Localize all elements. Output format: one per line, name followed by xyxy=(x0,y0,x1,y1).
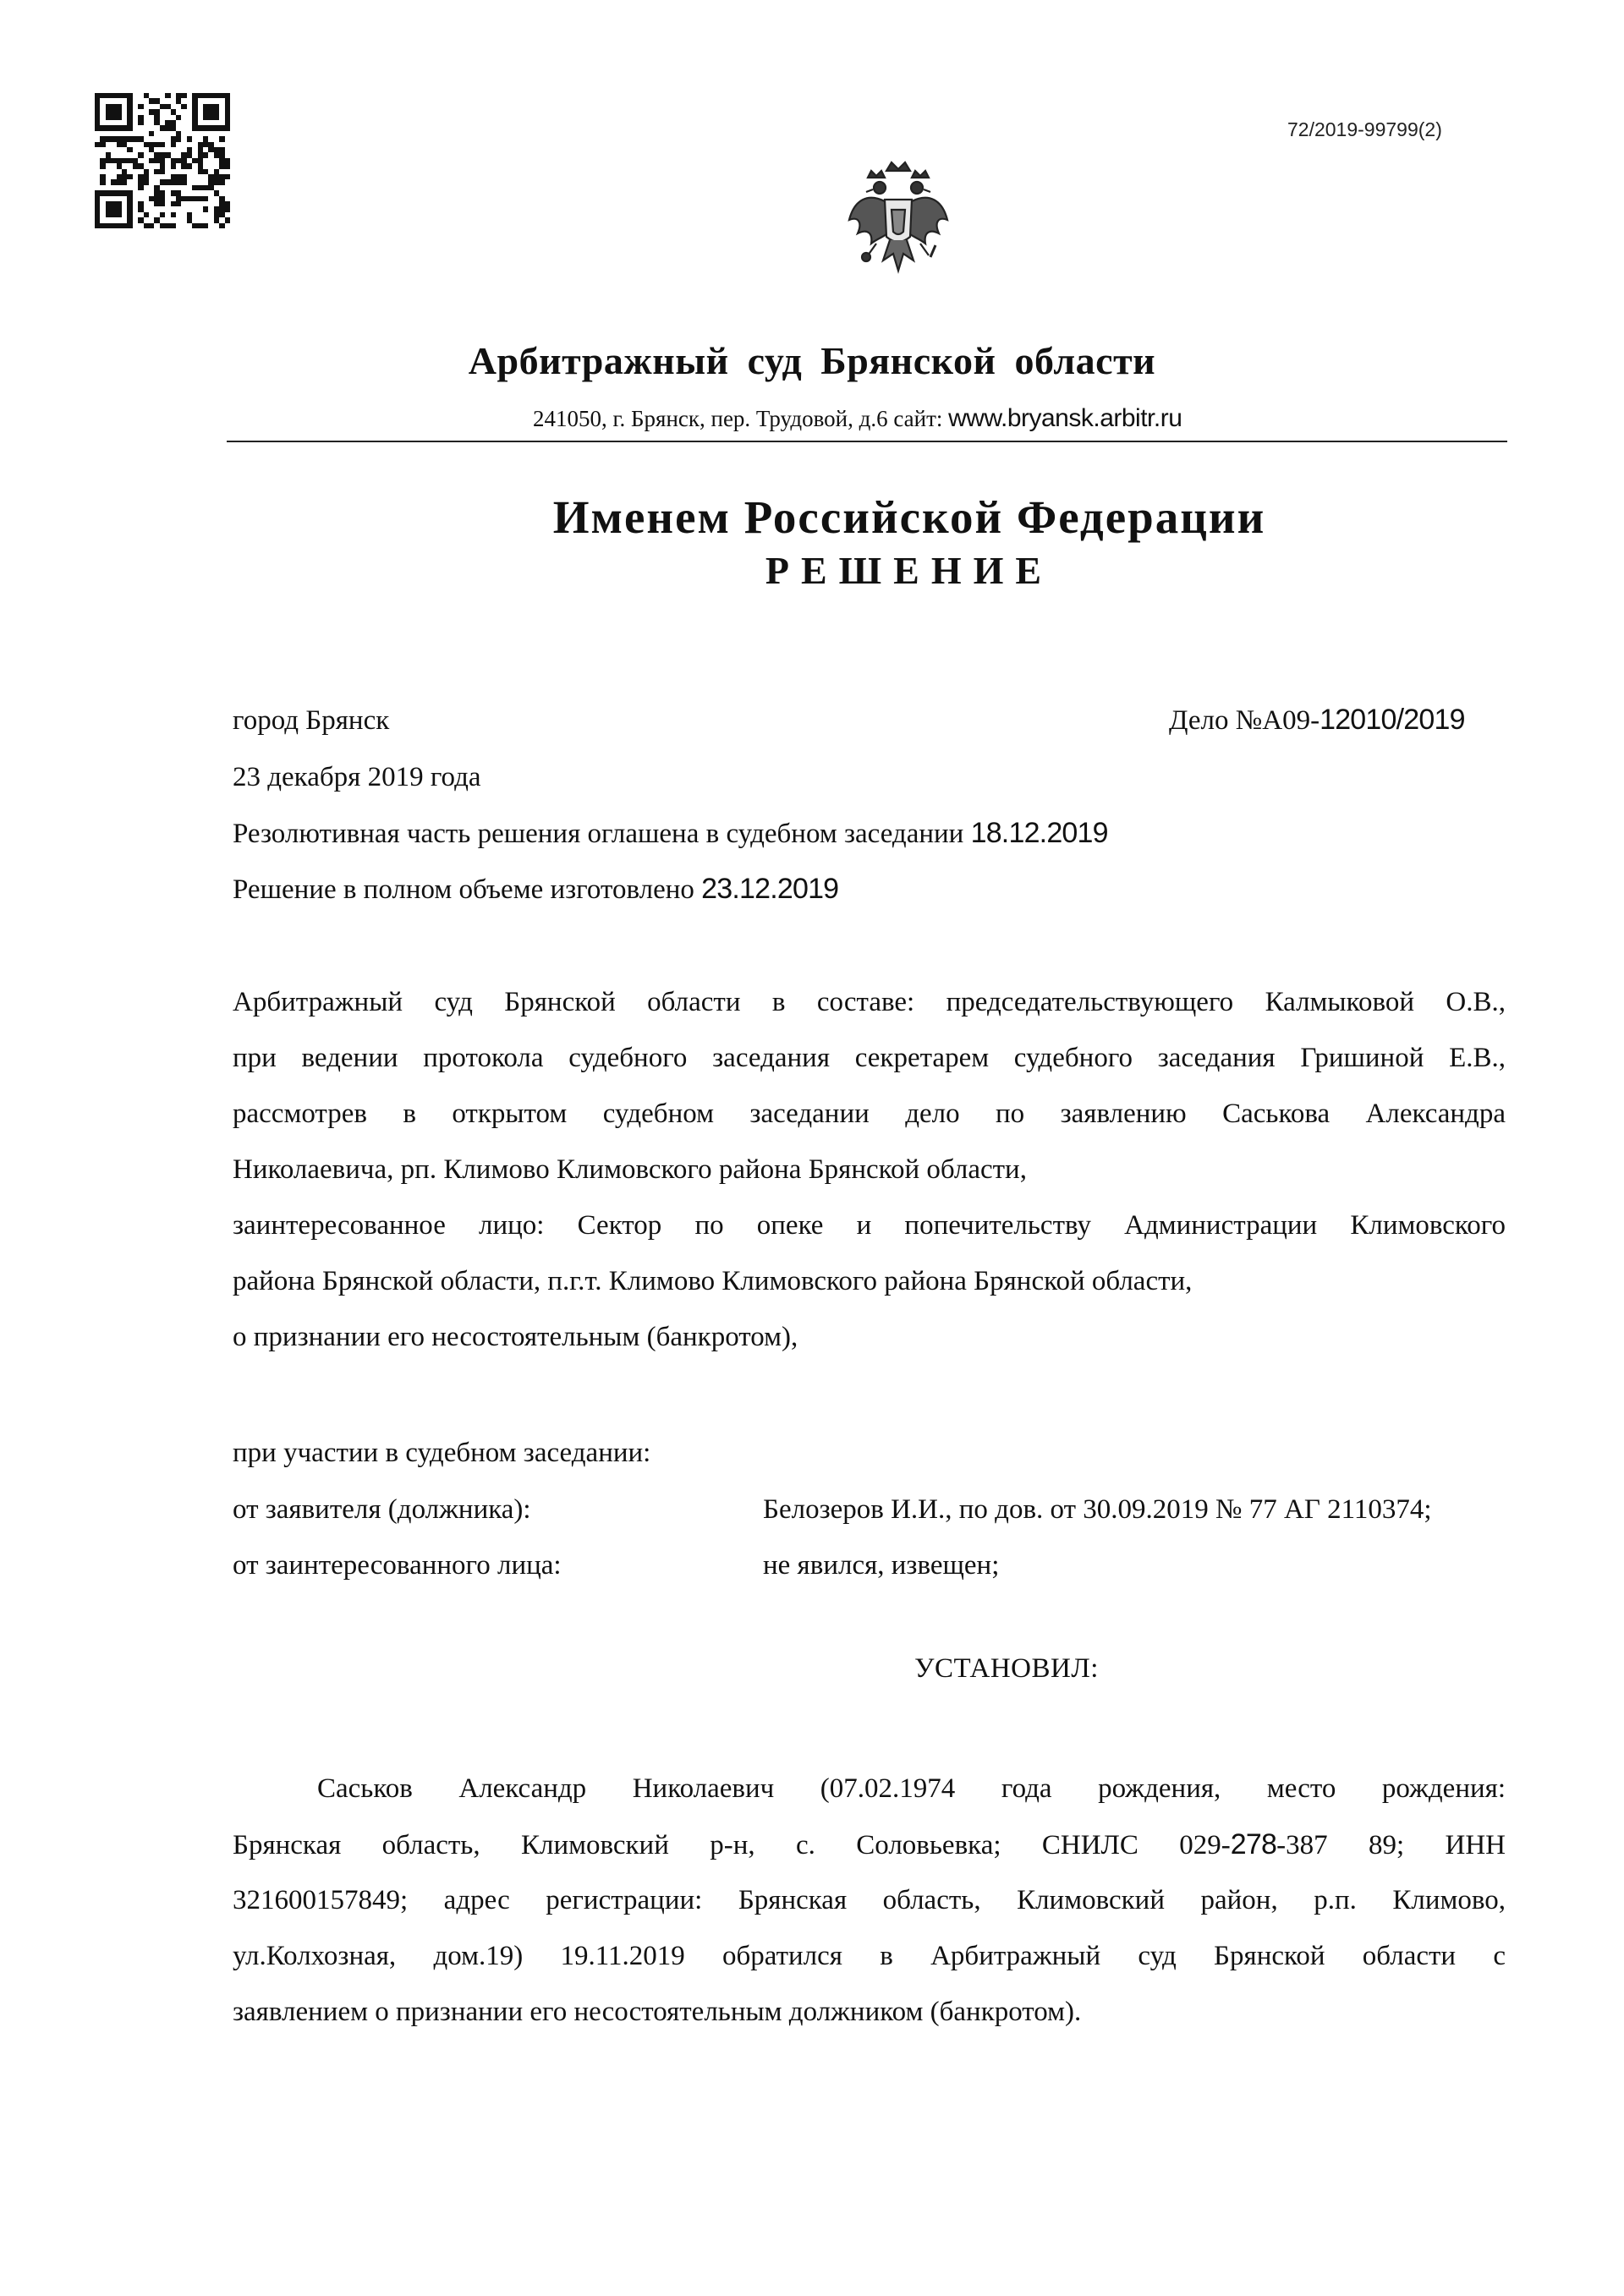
body-line xyxy=(233,1817,1506,1873)
body-text: Брянская область, Климовский р-н, с. Соловьевка; СНИЛС 029- xyxy=(233,1830,1231,1860)
case-number-value: 12010/2019 xyxy=(1320,704,1465,736)
composition-line: рассмотрев в открытом судебном заседании дело по заявлению Саськова Александра xyxy=(233,1099,1506,1129)
established-heading: УСТАНОВИЛ: xyxy=(914,1653,1099,1684)
court-address xyxy=(533,404,1182,433)
applicant-value: Белозеров И.И., по дов. от 30.09.2019 № 77 АГ 2110374; xyxy=(763,1494,1432,1525)
body-text-snils: 278 xyxy=(1230,1828,1277,1860)
resolution-date: 18.12.2019 xyxy=(970,817,1108,849)
court-website-link[interactable]: www.bryansk.arbitr.ru xyxy=(948,404,1182,432)
document-heading: Именем Российской Федерации xyxy=(552,491,1266,543)
interested-party-value: не явился, извещен; xyxy=(763,1550,1000,1581)
body-line: Саськов Александр Николаевич (07.02.1974 года рождения, место рождения: xyxy=(317,1773,1506,1804)
resolution-line xyxy=(233,817,1108,850)
russian-coat-of-arms-icon xyxy=(842,152,954,284)
document-type: РЕШЕНИЕ xyxy=(765,549,1054,592)
composition-line: о признании его несостоятельным (банкротом), xyxy=(233,1322,798,1352)
composition-line: района Брянской области, п.г.т. Климово Климовского района Брянской области, xyxy=(233,1266,1193,1296)
body-text: -387 89; ИНН xyxy=(1276,1830,1506,1860)
interested-party-label: от заинтересованного лица: xyxy=(233,1550,562,1581)
city: город Брянск xyxy=(233,705,390,736)
body-line: ул.Колхозная, дом.19) 19.11.2019 обратился в Арбитражный суд Брянской области с xyxy=(233,1941,1506,1971)
header-divider xyxy=(227,441,1507,442)
case-number xyxy=(1169,704,1465,737)
full-decision-line xyxy=(233,873,838,906)
composition-line: заинтересованное лицо: Сектор по опеке и попечительству Администрации Климовского xyxy=(233,1210,1506,1241)
full-decision-text: Решение в полном объеме изготовлено xyxy=(233,874,694,905)
case-prefix: Дело №А09- xyxy=(1169,705,1320,736)
composition-line: Николаевича, рп. Климово Климовского района Брянской области, xyxy=(233,1154,1027,1185)
composition-line: Арбитражный суд Брянской области в составе: председательствующего Калмыковой О.В., xyxy=(233,987,1506,1017)
court-name: Арбитражный суд Брянской области xyxy=(468,339,1156,382)
decision-date: 23 декабря 2019 года xyxy=(233,762,481,792)
applicant-label: от заявителя (должника): xyxy=(233,1494,531,1525)
qr-code-icon xyxy=(95,93,230,228)
document-number: 72/2019-99799(2) xyxy=(1287,118,1442,140)
body-line: 321600157849; адрес регистрации: Брянская область, Климовский район, р.п. Климово, xyxy=(233,1885,1506,1915)
body-line: заявлением о признании его несостоятельным должником (банкротом). xyxy=(233,1997,1082,2027)
full-decision-date: 23.12.2019 xyxy=(701,873,839,905)
resolution-text: Резолютивная часть решения оглашена в судебном заседании xyxy=(233,819,964,849)
court-address-text: 241050, г. Брянск, пер. Трудовой, д.6 сайт: xyxy=(533,406,943,431)
composition-line: при ведении протокола судебного заседания секретарем судебного заседания Гришиной Е.В., xyxy=(233,1043,1506,1073)
participants-intro: при участии в судебном заседании: xyxy=(233,1438,651,1468)
